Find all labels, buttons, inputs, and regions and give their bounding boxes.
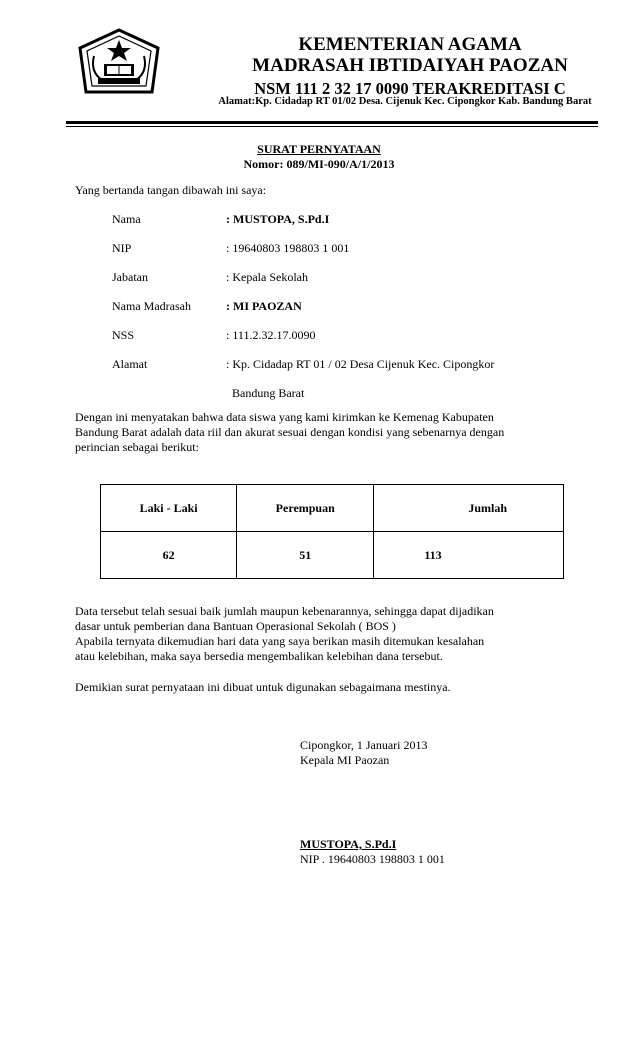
- field-label-madrasah: Nama Madrasah: [112, 299, 191, 313]
- header-rule-thick: [66, 121, 598, 124]
- ministry-name: KEMENTERIAN AGAMA: [298, 34, 522, 55]
- field-value-madrasah: : MI PAOZAN: [226, 299, 302, 313]
- intro-text: Yang bertanda tangan dibawah ini saya:: [75, 183, 267, 197]
- field-value-nss: : 111.2.32.17.0090: [226, 328, 316, 342]
- statement-line-3: perincian sebagai berikut:: [75, 440, 199, 454]
- table-header-row: [101, 485, 564, 532]
- field-value-address: : Kp. Cidadap RT 01 / 02 Desa Cijenuk Kec. Cipongkor: [226, 357, 495, 371]
- letter-number: Nomor: 089/MI-090/A/1/2013: [243, 157, 395, 171]
- signature-place-date: Cipongkor, 1 Januari 2013: [300, 738, 428, 752]
- field-label-nss: NSS: [112, 328, 135, 342]
- table-value-row: [101, 532, 564, 579]
- value-male: 62: [101, 532, 237, 579]
- signature-name: MUSTOPA, S.Pd.I: [300, 837, 397, 851]
- ministry-logo: [76, 28, 162, 100]
- letter-title: SURAT PERNYATAAN: [257, 142, 381, 156]
- signature-nip: NIP . 19640803 198803 1 001: [300, 852, 445, 866]
- field-label-nip: NIP: [112, 241, 132, 255]
- statement-line-1: Dengan ini menyatakan bahwa data siswa yang kami kirimkan ke Kemenag Kabupaten: [75, 410, 494, 424]
- school-address: Alamat:Kp. Cidadap RT 01/02 Desa. Cijenuk Kec. Cipongkor Kab. Bandung Barat: [218, 96, 592, 107]
- closing-line-3: Apabila ternyata dikemudian hari data yang saya berikan masih ditemukan kesalahan: [75, 634, 485, 648]
- school-nsm: NSM 111 2 32 17 0090 TERAKREDITASI C: [254, 79, 566, 98]
- closing-line-4: atau kelebihan, maka saya bersedia mengembalikan kelebihan dana tersebut.: [75, 649, 443, 663]
- header-male: Laki - Laki: [101, 485, 237, 532]
- field-label-address: Alamat: [112, 357, 148, 371]
- header-rule-thin: [66, 126, 598, 127]
- closing-line-1: Data tersebut telah sesuai baik jumlah maupun kebenarannya, sehingga dapat dijadikan: [75, 604, 494, 618]
- field-value-position: : Kepala Sekolah: [226, 270, 308, 284]
- field-value-name: : MUSTOPA, S.Pd.I: [226, 212, 330, 226]
- field-value-nip: : 19640803 198803 1 001: [226, 241, 350, 255]
- school-name: MADRASAH IBTIDAIYAH PAOZAN: [252, 55, 568, 76]
- value-total: 113: [374, 532, 564, 579]
- header-total: Jumlah: [374, 485, 564, 532]
- header-female: Perempuan: [237, 485, 374, 532]
- field-value-address-cont: Bandung Barat: [232, 386, 305, 400]
- field-label-position: Jabatan: [112, 270, 148, 284]
- final-statement: Demikian surat pernyataan ini dibuat untuk digunakan sebagaimana mestinya.: [75, 680, 451, 694]
- value-female: 51: [237, 532, 374, 579]
- field-label-name: Nama: [112, 212, 141, 226]
- student-count-table: [100, 484, 564, 579]
- closing-line-2: dasar untuk pemberian dana Bantuan Operasional Sekolah ( BOS ): [75, 619, 396, 633]
- signature-position: Kepala MI Paozan: [300, 753, 390, 767]
- statement-line-2: Bandung Barat adalah data riil dan akurat sesuai dengan kondisi yang sebenarnya dengan: [75, 425, 505, 439]
